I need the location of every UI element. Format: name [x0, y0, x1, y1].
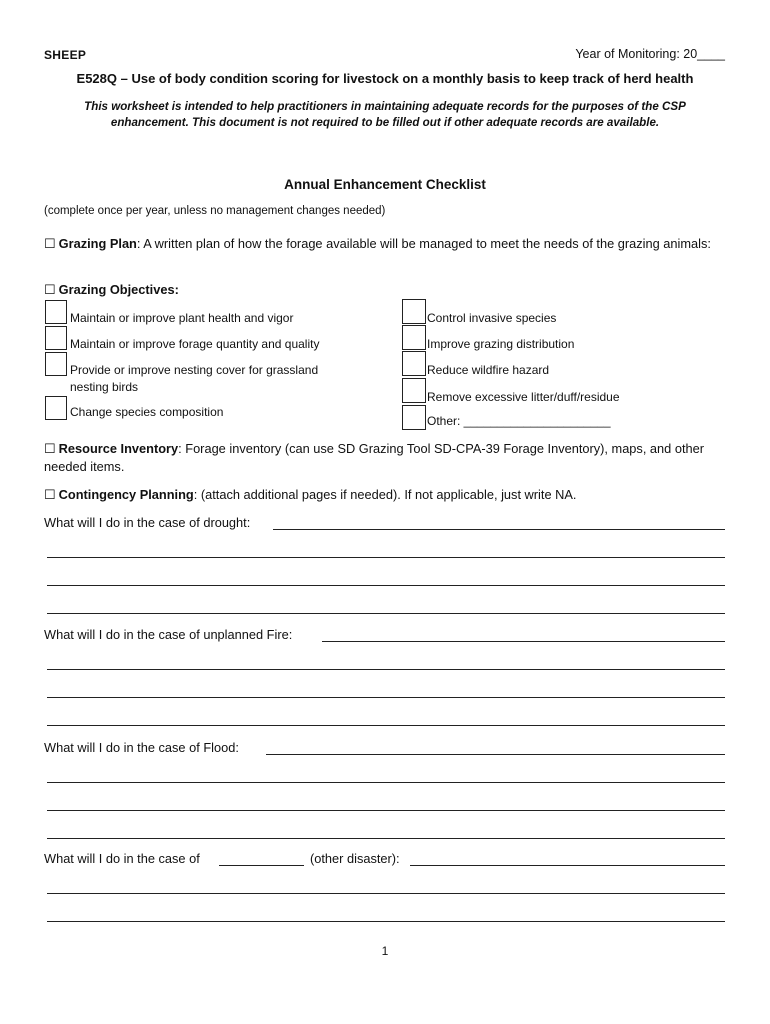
grazing-plan-checkbox[interactable]: ☐: [44, 236, 56, 251]
grazing-objectives-label: Grazing Objectives:: [58, 282, 179, 297]
contingency-planning-label: Contingency Planning: [58, 487, 194, 502]
contingency-planning-checkbox[interactable]: ☐: [44, 487, 56, 502]
grazing-objectives-checkbox[interactable]: ☐: [44, 282, 56, 297]
question-flood: What will I do in the case of Flood:: [44, 740, 239, 755]
checklist-heading: Annual Enhancement Checklist: [284, 177, 486, 192]
checklist-note: (complete once per year, unless no management changes needed): [44, 205, 386, 217]
document-label: SHEEP: [44, 48, 87, 62]
option-checkbox-wildfire-hazard[interactable]: [402, 351, 426, 376]
option-label-wildfire-hazard: Reduce wildfire hazard: [427, 363, 550, 377]
resource-inventory-label: Resource Inventory: [58, 441, 179, 456]
answer-line-fire-2[interactable]: [47, 669, 725, 670]
option-checkbox-grazing-distribution[interactable]: [402, 325, 426, 350]
answer-line-other-1[interactable]: [410, 865, 725, 866]
answer-line-drought-2[interactable]: [47, 557, 725, 558]
answer-line-fire-3[interactable]: [47, 697, 725, 698]
question-other-suffix: (other disaster):: [310, 851, 400, 866]
option-label-invasive-species: Control invasive species: [427, 311, 557, 325]
answer-line-fire-4[interactable]: [47, 725, 725, 726]
option-checkbox-nesting-cover[interactable]: [45, 352, 67, 376]
question-drought: What will I do in the case of drought:: [44, 515, 251, 530]
answer-line-flood-1[interactable]: [266, 754, 725, 755]
grazing-plan-item: [44, 235, 734, 253]
grazing-objectives-item: [44, 281, 734, 299]
other-disaster-name-line[interactable]: [219, 865, 304, 866]
option-label-plant-health: Maintain or improve plant health and vigor: [70, 311, 294, 325]
answer-line-flood-3[interactable]: [47, 810, 725, 811]
option-label-grazing-distribution: Improve grazing distribution: [427, 337, 575, 351]
answer-line-flood-2[interactable]: [47, 782, 725, 783]
resource-inventory-text: : Forage inventory (can use SD Grazing Tool SD-CPA-39 Forage Inventory), maps, and other needed items.: [44, 441, 705, 474]
answer-line-other-3[interactable]: [47, 921, 725, 922]
option-checkbox-other[interactable]: [402, 405, 426, 430]
contingency-planning-item: [44, 486, 734, 504]
question-fire: What will I do in the case of unplanned Fire:: [44, 627, 293, 642]
answer-line-drought-1[interactable]: [273, 529, 725, 530]
answer-line-fire-1[interactable]: [322, 641, 725, 642]
grazing-plan-label: Grazing Plan: [58, 236, 137, 251]
year-of-monitoring[interactable]: Year of Monitoring: 20____: [575, 47, 725, 61]
resource-inventory-item: [44, 440, 734, 476]
answer-line-other-2[interactable]: [47, 893, 725, 894]
option-label-excessive-litter: Remove excessive litter/duff/residue: [427, 390, 620, 404]
option-checkbox-forage-quantity[interactable]: [45, 326, 67, 350]
option-label-other[interactable]: Other: ______________________: [427, 414, 611, 428]
answer-line-flood-4[interactable]: [47, 838, 725, 839]
resource-inventory-checkbox[interactable]: ☐: [44, 441, 56, 456]
option-checkbox-invasive-species[interactable]: [402, 299, 426, 324]
intro-text: This worksheet is intended to help practitioners in maintaining adequate records for the purposes of the CSP enhancement. This document is not required to be filled out if other adequate records are available.: [84, 100, 686, 129]
option-checkbox-plant-health[interactable]: [45, 300, 67, 324]
page-title: E528Q – Use of body condition scoring for livestock on a monthly basis to keep track of herd health: [76, 71, 694, 86]
option-label-forage-quantity: Maintain or improve forage quantity and quality: [70, 337, 320, 351]
option-label-species-composition: Change species composition: [70, 405, 224, 419]
option-checkbox-species-composition[interactable]: [45, 396, 67, 420]
page-number: 1: [381, 944, 389, 958]
contingency-planning-text: : (attach additional pages if needed). If not applicable, just write NA.: [193, 487, 577, 502]
answer-line-drought-3[interactable]: [47, 585, 725, 586]
answer-line-drought-4[interactable]: [47, 613, 725, 614]
option-checkbox-excessive-litter[interactable]: [402, 378, 426, 403]
question-other-prefix: What will I do in the case of: [44, 851, 200, 866]
option-label-nesting-cover: Provide or improve nesting cover for grassland nesting birds: [70, 363, 319, 394]
grazing-plan-text: : A written plan of how the forage available will be managed to meet the needs of the grazing animals:: [136, 236, 711, 251]
